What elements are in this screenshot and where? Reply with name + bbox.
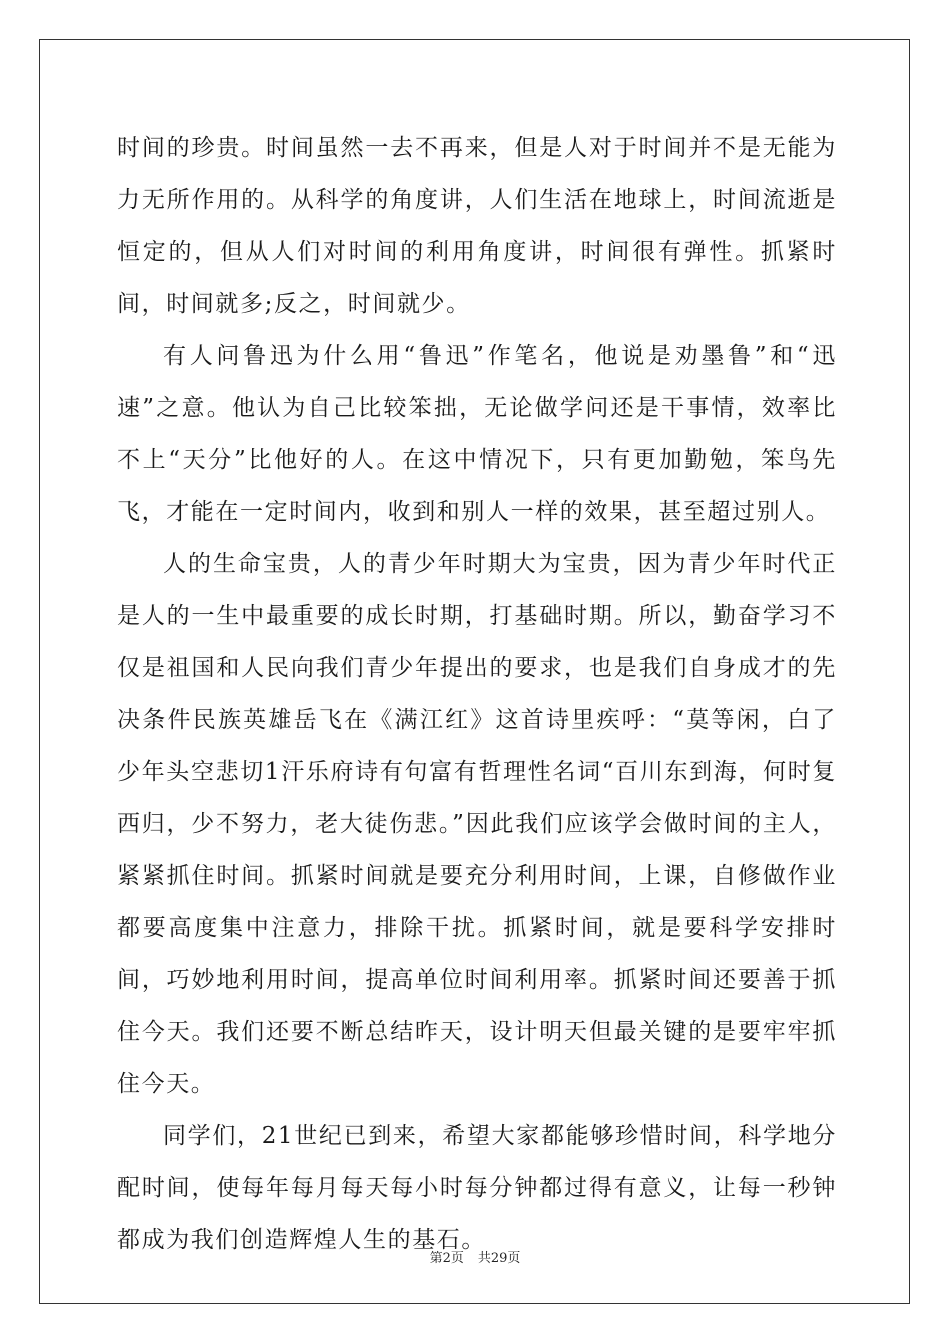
paragraph-youth: 人的生命宝贵，人的青少年时期大为宝贵，因为青少年时代正是人的一生中最重要的成长时期，打基础时期。所以，勤奋学习不仅是祖国和人民向我们青少年提出的要求，也是我们自身成才的先决条件民族英雄岳飞在《满江红》这首诗里疾呼：“莫等闲，白了少年头空悲切1汗乐府诗有句富有哲理性名词“百川东到海，何时复西归，少不努力，老大徒伤悲。”因此我们应该学会做时间的主人，紧紧抓住时间。抓紧时间就是要充分利用时间，上课，自修做作业都要高度集中注意力，排除干扰。抓紧时间，就是要科学安排时间，巧妙地利用时间，提高单位时间利用率。抓紧时间还要善于抓住今天。我们还要不断总结昨天，设计明天但最关键的是要牢牢抓住今天。 [117, 551, 837, 1097]
document-body [117, 122, 837, 1266]
page-footer [0, 1247, 950, 1266]
paragraph-continuation: 时间的珍贵。时间虽然一去不再来，但是人对于时间并不是无能为力无所作用的。从科学的角度讲，人们生活在地球上，时间流逝是恒定的，但从人们对时间的利用角度讲，时间很有弹性。抓紧时间，时间就多;反之，时间就少。 [117, 135, 837, 317]
paragraph-closing: 同学们，21世纪已到来，希望大家都能够珍惜时间，科学地分配时间，使每年每月每天每小时每分钟都过得有意义，让每一秒钟都成为我们创造辉煌人生的基石。 [117, 1123, 837, 1253]
paragraph-lu-xun: 有人问鲁迅为什么用“鲁迅”作笔名，他说是劝墨鲁”和“迅速”之意。他认为自己比较笨拙，无论做学问还是干事情，效率比不上“天分”比他好的人。在这中情况下，只有更加勤勉，笨鸟先飞，才能在一定时间内，收到和别人一样的效果，甚至超过别人。 [117, 343, 837, 525]
page-total: 共29页 [477, 1251, 521, 1266]
page-number: 第2页 [429, 1251, 464, 1266]
